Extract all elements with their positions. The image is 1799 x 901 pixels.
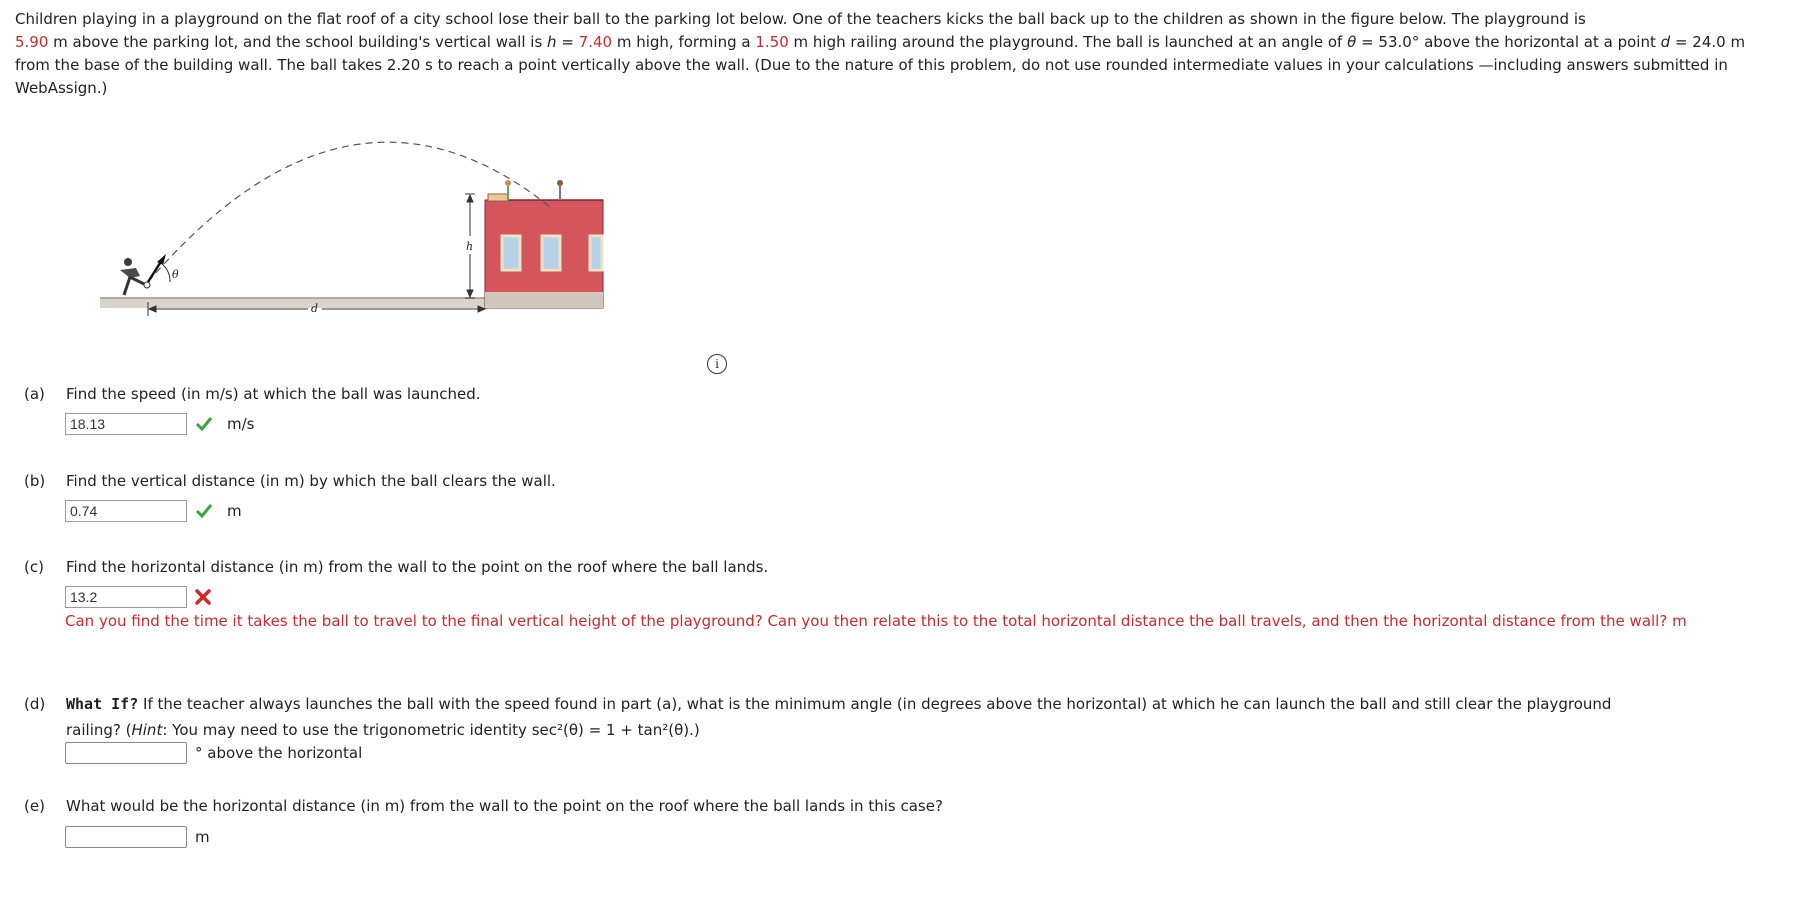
symbol-h: h — [547, 33, 557, 51]
part-d-answer-row — [65, 742, 362, 764]
part-b-answer-row — [65, 500, 242, 522]
check-icon — [195, 502, 213, 520]
theta-label: θ — [172, 268, 179, 281]
symbol-theta: θ — [1347, 33, 1357, 51]
part-label: (c) — [24, 558, 44, 576]
hint-label: Hint — [131, 721, 163, 739]
problem-text: m above the parking lot, and the school building's vertical wall is — [48, 33, 548, 51]
teacher-figure — [120, 258, 150, 295]
unit-label: m — [227, 502, 242, 520]
problem-text: m high, forming a — [612, 33, 756, 51]
unit-label: ° above the horizontal — [195, 744, 363, 762]
question-text: : You may need to use the trigonometric identity — [162, 721, 532, 739]
part-e-answer-row — [65, 826, 210, 848]
problem-text: Children playing in a playground on the flat roof of a city school lose their ball to the parking lot below. One of the teachers kicks the ball back up to the children as shown in the figure below. The playground is — [15, 10, 1586, 28]
info-icon[interactable]: i — [707, 354, 727, 374]
part-c-feedback: Can you find the time it takes the ball to travel to the final vertical height of the playground? Can you then relate this to the total horizontal distance the ball travels, and then the horizontal distance from the wall? m — [65, 612, 1687, 630]
identity-text: sec²(θ) = 1 + tan²(θ) — [531, 721, 690, 739]
question-text: .) — [689, 721, 700, 739]
check-icon — [195, 415, 213, 433]
question-text: railing? ( — [66, 721, 132, 739]
part-label: (d) — [24, 695, 46, 713]
equals: = — [556, 33, 579, 51]
d-label: d — [311, 302, 319, 315]
part-c-question — [24, 558, 768, 576]
question-text: If the teacher always launches the ball with the speed found in part (a), what is the minimum angle (in degrees above the horizontal) at which he can launch the ball and still clear the playground — [138, 695, 1612, 713]
unit-label: m/s — [227, 415, 255, 433]
part-b-question — [24, 472, 556, 490]
part-a-question — [24, 385, 481, 403]
children-figures — [505, 180, 563, 200]
answer-input-c[interactable]: 13.2 — [65, 586, 187, 608]
part-d-question — [24, 691, 1784, 743]
answer-input-b[interactable]: 0.74 — [65, 500, 187, 522]
problem-text: m high railing around the playground. The ball is launched at an angle of — [788, 33, 1348, 51]
symbol-d: d — [1660, 33, 1671, 51]
railing — [488, 194, 508, 201]
what-if-label: What If? — [66, 695, 139, 713]
answer-input-a[interactable]: 18.13 — [65, 413, 187, 435]
question-text: Find the vertical distance (in m) by which the ball clears the wall. — [66, 472, 556, 490]
question-text: Find the speed (in m/s) at which the ball was launched. — [66, 385, 481, 403]
part-label: (e) — [24, 797, 45, 815]
problem-text: = 53.0° above the horizontal at a point — [1356, 33, 1661, 51]
projectile-figure — [100, 112, 740, 382]
unit-label: m — [195, 828, 210, 846]
ground — [100, 298, 490, 308]
part-e-question — [24, 797, 943, 815]
question-text: What would be the horizontal distance (in m) from the wall to the point on the roof where the ball lands in this case? — [66, 797, 943, 815]
part-label: (b) — [24, 472, 46, 490]
answer-input-e[interactable] — [65, 826, 187, 848]
question-text: Find the horizontal distance (in m) from the wall to the point on the roof where the ball lands. — [66, 558, 769, 576]
problem-text: = 24.0 m from the base of the building wall. The ball takes 2.20 s to reach a point vertically above the wall. (Due to the nature of this problem, do not use rounded intermediate values in your calculations —including answers submitted in WebAssign.) — [15, 33, 1746, 97]
part-a-answer-row — [65, 413, 254, 435]
part-c-answer-row — [65, 586, 211, 608]
problem-statement — [15, 8, 1780, 100]
x-mark-icon — [195, 589, 211, 605]
part-label: (a) — [24, 385, 45, 403]
value-railing: 1.50 — [755, 33, 789, 51]
h-label: h — [466, 240, 474, 253]
value-h: 7.40 — [578, 33, 613, 51]
value-playground-height: 5.90 — [15, 33, 49, 51]
answer-input-d[interactable] — [65, 742, 187, 764]
